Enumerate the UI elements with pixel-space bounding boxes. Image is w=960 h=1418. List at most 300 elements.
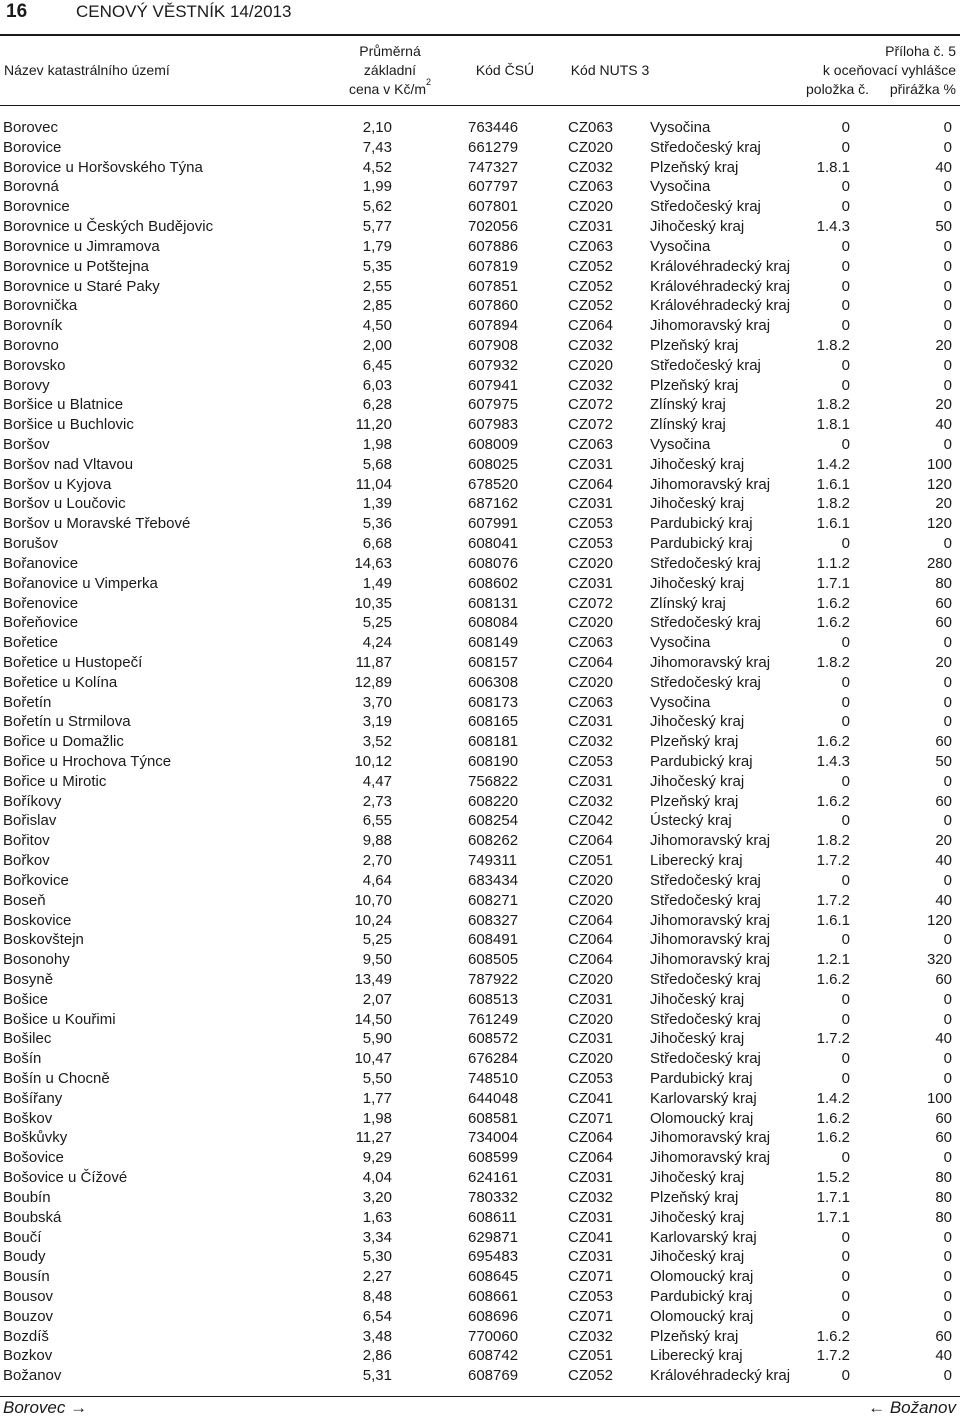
region-name: Jihočeský kraj — [650, 1248, 745, 1266]
item-number: 0 — [841, 1149, 850, 1167]
nuts-code: CZ064 — [568, 317, 614, 335]
csu-code: 608262 — [468, 832, 519, 850]
col-header-price-line3 — [320, 77, 460, 99]
nuts-code: CZ031 — [568, 455, 614, 473]
cadastral-name: Bošice u Kouřimi — [3, 1010, 116, 1028]
item-number: 0 — [841, 317, 850, 335]
col-header-item: položka č. — [806, 81, 870, 97]
cadastral-name: Bošířany — [3, 1089, 63, 1107]
table-row — [0, 435, 960, 455]
surcharge-percent: 0 — [943, 1228, 952, 1246]
csu-code: 608271 — [468, 891, 519, 909]
average-price: 1,98 — [362, 1109, 392, 1127]
region-name: Pardubický kraj — [650, 1287, 753, 1305]
surcharge-percent: 120 — [926, 911, 952, 929]
average-price: 4,04 — [362, 1169, 392, 1187]
average-price: 11,27 — [355, 1129, 392, 1147]
table-row — [0, 1228, 960, 1248]
cadastral-name: Borovnička — [3, 297, 78, 315]
table-row — [0, 1029, 960, 1049]
surcharge-percent: 60 — [935, 733, 952, 751]
csu-code: 608581 — [468, 1109, 519, 1127]
surcharge-percent: 80 — [935, 1208, 952, 1226]
average-price: 2,27 — [362, 1268, 392, 1286]
cadastral-name: Božanov — [3, 1367, 62, 1385]
item-number: 0 — [841, 1268, 850, 1286]
region-name: Plzeňský kraj — [650, 1188, 739, 1206]
region-name: Ústecký kraj — [650, 812, 732, 830]
nuts-code: CZ053 — [568, 515, 614, 533]
surcharge-percent: 40 — [935, 158, 952, 176]
csu-code: 608742 — [468, 1347, 519, 1365]
region-name: Zlínský kraj — [650, 396, 726, 414]
table-row — [0, 792, 960, 812]
region-name: Olomoucký kraj — [650, 1109, 754, 1127]
surcharge-percent: 0 — [943, 772, 952, 790]
surcharge-percent: 0 — [943, 1248, 952, 1266]
region-name: Jihomoravský kraj — [650, 951, 771, 969]
average-price: 10,12 — [354, 753, 392, 770]
item-number: 1.8.2 — [816, 495, 850, 513]
region-name: Olomoucký kraj — [650, 1307, 754, 1325]
col-header-price-line1: Průměrná — [359, 43, 421, 59]
surcharge-percent: 0 — [943, 634, 952, 652]
col-header-nuts: Kód NUTS 3 — [570, 62, 650, 78]
average-price: 5,31 — [362, 1367, 392, 1385]
surcharge-percent: 0 — [943, 317, 952, 335]
table-row — [0, 811, 960, 831]
surcharge-percent: 20 — [935, 653, 952, 671]
average-price: 5,25 — [362, 931, 392, 949]
cadastral-name: Borovice u Horšovského Týna — [3, 158, 203, 176]
region-name: Jihomoravský kraj — [650, 317, 771, 335]
table-row — [0, 1188, 960, 1208]
item-number: 0 — [841, 138, 850, 156]
item-number: 0 — [841, 535, 850, 553]
nuts-code: CZ031 — [568, 1248, 614, 1266]
table-row — [0, 712, 960, 732]
nuts-code: CZ031 — [568, 574, 614, 592]
nuts-code: CZ072 — [568, 396, 614, 414]
csu-code: 747327 — [468, 158, 519, 176]
surcharge-percent: 0 — [943, 436, 952, 453]
region-name: Olomoucký kraj — [650, 1268, 754, 1286]
column-header-rule — [0, 105, 960, 106]
csu-code: 608190 — [468, 753, 519, 770]
cadastral-name: Bořkovice — [3, 871, 69, 889]
item-number: 1.8.1 — [816, 416, 850, 434]
csu-code: 608696 — [468, 1307, 519, 1325]
cadastral-name: Borovno — [3, 336, 59, 354]
surcharge-percent: 80 — [935, 1169, 952, 1187]
item-number: 0 — [841, 257, 850, 275]
cadastral-name: Bošovice u Čížové — [3, 1169, 128, 1187]
item-number: 1.2.1 — [816, 951, 850, 969]
item-number: 1.8.2 — [816, 336, 850, 354]
surcharge-percent: 0 — [943, 277, 952, 295]
average-price: 6,28 — [362, 396, 392, 414]
csu-code: 608769 — [468, 1367, 519, 1385]
nuts-code: CZ020 — [568, 891, 614, 909]
csu-code: 608513 — [468, 990, 519, 1008]
csu-code: 608084 — [468, 614, 519, 632]
nuts-code: CZ072 — [568, 416, 614, 434]
average-price: 1,77 — [362, 1089, 392, 1107]
nuts-code: CZ052 — [568, 1367, 614, 1385]
nuts-code: CZ020 — [568, 871, 614, 889]
cadastral-name: Bořanovice u Vimperka — [3, 574, 158, 592]
item-number: 1.6.2 — [816, 1129, 850, 1147]
nuts-code: CZ031 — [568, 218, 614, 236]
table-row — [0, 138, 960, 158]
cadastral-name: Borovy — [3, 376, 50, 394]
cadastral-name: Bosyně — [3, 970, 54, 988]
table-row — [0, 1168, 960, 1188]
col-header-annex-line1: Příloha č. 5 — [885, 43, 956, 59]
cadastral-name: Bosonohy — [3, 951, 70, 969]
item-number: 1.6.2 — [816, 733, 850, 751]
average-price: 5,35 — [362, 257, 392, 275]
region-name: Jihočeský kraj — [650, 990, 745, 1008]
region-name: Plzeňský kraj — [650, 1327, 739, 1345]
item-number: 0 — [841, 1307, 850, 1325]
csu-code: 607941 — [468, 376, 519, 394]
nuts-code: CZ020 — [568, 673, 614, 691]
surcharge-percent: 0 — [943, 535, 952, 553]
surcharge-percent: 40 — [935, 891, 952, 909]
surcharge-percent: 0 — [943, 871, 952, 889]
item-number: 1.8.2 — [816, 396, 850, 414]
average-price: 14,50 — [354, 1010, 392, 1028]
item-number: 0 — [841, 1367, 850, 1385]
cadastral-name: Bořenovice — [3, 594, 79, 612]
col-header-price — [320, 42, 460, 99]
csu-code: 608572 — [468, 1030, 519, 1048]
region-name: Královéhradecký kraj — [650, 257, 791, 275]
region-name: Středočeský kraj — [650, 1050, 761, 1068]
nuts-code: CZ052 — [568, 277, 614, 295]
average-price: 1,63 — [362, 1208, 392, 1226]
nuts-code: CZ032 — [568, 733, 614, 751]
surcharge-percent: 120 — [926, 475, 952, 493]
surcharge-percent: 60 — [935, 1327, 952, 1345]
item-number: 1.7.2 — [816, 1030, 850, 1048]
table-row — [0, 1208, 960, 1228]
region-name: Středočeský kraj — [650, 554, 761, 572]
table-row — [0, 1128, 960, 1148]
csu-code: 761249 — [468, 1010, 519, 1028]
item-number: 1.6.1 — [816, 515, 850, 533]
average-price: 10,24 — [354, 911, 392, 929]
region-name: Vysočina — [650, 119, 711, 136]
region-name: Středočeský kraj — [650, 198, 761, 216]
average-price: 3,48 — [362, 1327, 392, 1345]
item-number: 0 — [841, 1228, 850, 1246]
table-row — [0, 197, 960, 217]
average-price: 3,70 — [362, 693, 392, 711]
cadastral-name: Bořitov — [3, 832, 50, 850]
surcharge-percent: 0 — [943, 257, 952, 275]
cadastral-name: Boubín — [3, 1188, 51, 1206]
csu-code: 607991 — [468, 515, 519, 533]
csu-code: 606308 — [468, 673, 519, 691]
surcharge-percent: 0 — [943, 1070, 952, 1087]
csu-code: 607851 — [468, 277, 519, 295]
table-row — [0, 871, 960, 891]
table-row — [0, 395, 960, 415]
nuts-code: CZ020 — [568, 1010, 614, 1028]
nuts-code: CZ032 — [568, 158, 614, 176]
average-price: 5,90 — [362, 1030, 392, 1048]
surcharge-percent: 0 — [943, 1149, 952, 1167]
nuts-code: CZ031 — [568, 1030, 614, 1048]
item-number: 0 — [841, 356, 850, 374]
csu-code: 748510 — [468, 1070, 519, 1087]
surcharge-percent: 60 — [935, 594, 952, 612]
footer-range-end: ← Božanov — [868, 1398, 956, 1417]
average-price: 3,34 — [362, 1228, 392, 1246]
surcharge-percent: 20 — [935, 396, 952, 414]
item-number: 1.7.1 — [816, 1188, 850, 1206]
average-price: 1,79 — [362, 237, 392, 255]
nuts-code: CZ020 — [568, 970, 614, 988]
csu-code: 780332 — [468, 1188, 519, 1206]
surcharge-percent: 20 — [935, 336, 952, 354]
csu-code: 607932 — [468, 356, 519, 374]
table-row — [0, 1247, 960, 1267]
nuts-code: CZ020 — [568, 1050, 614, 1068]
cadastral-name: Borovsko — [3, 356, 66, 374]
cadastral-name: Bořice u Mirotic — [3, 772, 107, 790]
region-name: Středočeský kraj — [650, 1010, 761, 1028]
nuts-code: CZ051 — [568, 1347, 614, 1365]
cadastral-name: Boškůvky — [3, 1129, 68, 1147]
nuts-code: CZ031 — [568, 1208, 614, 1226]
item-number: 1.7.2 — [816, 852, 850, 870]
average-price: 12,89 — [354, 673, 392, 691]
region-name: Středočeský kraj — [650, 673, 761, 691]
average-price: 9,88 — [362, 832, 392, 850]
surcharge-percent: 0 — [943, 119, 952, 136]
cadastral-name: Boskovštejn — [3, 931, 84, 949]
table-row — [0, 633, 960, 653]
surcharge-percent: 60 — [935, 1109, 952, 1127]
cadastral-name: Bozdíš — [3, 1327, 49, 1345]
csu-code: 608149 — [468, 634, 519, 652]
average-price: 4,47 — [362, 772, 392, 790]
item-number: 1.6.2 — [816, 1109, 850, 1127]
surcharge-percent: 280 — [926, 554, 952, 572]
region-name: Jihomoravský kraj — [650, 931, 771, 949]
table-row — [0, 891, 960, 911]
cadastral-name: Bořkov — [3, 852, 50, 870]
cadastral-name: Bořetice — [3, 634, 59, 652]
table-row — [0, 1287, 960, 1307]
col-header-price-unit: cena v Kč/m — [348, 81, 426, 97]
table-row — [0, 1010, 960, 1030]
page-header — [0, 0, 960, 28]
cadastral-name: Bořetice u Hustopečí — [3, 653, 143, 671]
cadastral-name: Boubská — [3, 1208, 62, 1226]
surcharge-percent: 40 — [935, 416, 952, 434]
nuts-code: CZ064 — [568, 1129, 614, 1147]
table-row — [0, 336, 960, 356]
region-name: Vysočina — [650, 237, 711, 255]
region-name: Pardubický kraj — [650, 1070, 753, 1087]
average-price: 5,50 — [362, 1070, 392, 1087]
surcharge-percent: 0 — [943, 376, 952, 394]
csu-code: 608157 — [468, 653, 519, 671]
table-row — [0, 475, 960, 495]
csu-code: 607908 — [468, 336, 519, 354]
region-name: Pardubický kraj — [650, 753, 753, 770]
average-price: 3,52 — [362, 733, 392, 751]
page-footer — [0, 1396, 960, 1418]
nuts-code: CZ071 — [568, 1307, 614, 1325]
cadastral-name: Boskovice — [3, 911, 72, 929]
average-price: 13,49 — [354, 970, 392, 988]
cadastral-name: Boršov u Moravské Třebové — [3, 515, 191, 533]
nuts-code: CZ053 — [568, 1287, 614, 1305]
region-name: Plzeňský kraj — [650, 336, 739, 354]
average-price: 5,36 — [362, 515, 392, 533]
cadastral-name: Bošilec — [3, 1030, 52, 1048]
average-price: 2,10 — [362, 119, 392, 136]
csu-code: 608611 — [468, 1208, 517, 1226]
nuts-code: CZ063 — [568, 436, 614, 453]
nuts-code: CZ063 — [568, 178, 614, 196]
item-number: 0 — [841, 436, 850, 453]
csu-code: 608181 — [468, 733, 519, 751]
table-row — [0, 653, 960, 673]
surcharge-percent: 0 — [943, 356, 952, 374]
nuts-code: CZ041 — [568, 1089, 614, 1107]
cadastral-name: Bořanovice — [3, 554, 79, 572]
average-price: 11,04 — [355, 475, 392, 493]
region-name: Jihočeský kraj — [650, 455, 745, 473]
nuts-code: CZ063 — [568, 237, 614, 255]
surcharge-percent: 0 — [943, 1287, 952, 1305]
csu-code: 661279 — [468, 138, 519, 156]
table-row — [0, 990, 960, 1010]
item-number: 1.7.1 — [816, 1208, 850, 1226]
nuts-code: CZ064 — [568, 951, 614, 969]
item-number: 1.6.1 — [816, 911, 850, 929]
nuts-code: CZ020 — [568, 198, 614, 216]
average-price: 10,70 — [354, 891, 392, 909]
nuts-code: CZ032 — [568, 336, 614, 354]
nuts-code: CZ053 — [568, 535, 614, 553]
cadastral-name: Borovnice — [3, 198, 70, 216]
csu-code: 607886 — [468, 237, 519, 255]
cadastral-table — [0, 118, 960, 1386]
region-name: Královéhradecký kraj — [650, 1367, 791, 1385]
average-price: 2,55 — [362, 277, 392, 295]
publication-title: CENOVÝ VĚSTNÍK 14/2013 — [76, 2, 292, 21]
region-name: Jihomoravský kraj — [650, 1129, 771, 1147]
region-name: Plzeňský kraj — [650, 376, 739, 394]
nuts-code: CZ020 — [568, 356, 614, 374]
cadastral-name: Boršov nad Vltavou — [3, 455, 134, 473]
csu-code: 607819 — [468, 257, 519, 275]
footer-range-start: Borovec → — [3, 1398, 88, 1417]
average-price: 5,77 — [362, 218, 392, 236]
table-row — [0, 217, 960, 237]
table-row — [0, 574, 960, 594]
surcharge-percent: 0 — [943, 1268, 952, 1286]
average-price: 11,20 — [355, 416, 392, 434]
table-row — [0, 1366, 960, 1386]
table-row — [0, 376, 960, 396]
item-number: 0 — [841, 198, 850, 216]
nuts-code: CZ042 — [568, 812, 614, 830]
table-row — [0, 1327, 960, 1347]
header-rule — [0, 34, 960, 36]
surcharge-percent: 0 — [943, 297, 952, 315]
csu-code: 608645 — [468, 1268, 519, 1286]
nuts-code: CZ063 — [568, 634, 614, 652]
average-price: 1,98 — [362, 436, 392, 453]
item-number: 0 — [841, 871, 850, 889]
csu-code: 608254 — [468, 812, 519, 830]
average-price: 14,63 — [354, 554, 392, 572]
item-number: 1.6.2 — [816, 970, 850, 988]
cadastral-name: Bouzov — [3, 1307, 54, 1325]
item-number: 1.4.2 — [816, 1089, 850, 1107]
item-number: 0 — [841, 119, 850, 136]
col-header-pct: přirážka % — [889, 81, 956, 97]
cadastral-name: Bousov — [3, 1287, 54, 1305]
region-name: Středočeský kraj — [650, 138, 761, 156]
region-name: Jihomoravský kraj — [650, 832, 771, 850]
region-name: Středočeský kraj — [650, 871, 761, 889]
cadastral-name: Boršov — [3, 436, 50, 453]
nuts-code: CZ053 — [568, 1070, 614, 1087]
average-price: 8,48 — [362, 1287, 392, 1305]
csu-code: 608076 — [468, 554, 519, 572]
surcharge-percent: 0 — [943, 812, 952, 830]
surcharge-percent: 120 — [926, 515, 952, 533]
surcharge-percent: 0 — [943, 138, 952, 156]
table-row — [0, 494, 960, 514]
item-number: 1.7.2 — [816, 1347, 850, 1365]
col-header-price-sup: 2 — [426, 77, 432, 88]
surcharge-percent: 0 — [943, 1367, 952, 1385]
csu-code: 608599 — [468, 1149, 519, 1167]
item-number: 0 — [841, 1287, 850, 1305]
cadastral-name: Bousín — [3, 1268, 50, 1286]
nuts-code: CZ020 — [568, 554, 614, 572]
col-header-price-line2: základní — [363, 62, 417, 78]
csu-code: 678520 — [468, 475, 519, 493]
average-price: 4,52 — [362, 158, 392, 176]
csu-code: 607983 — [468, 416, 519, 434]
csu-code: 702056 — [468, 218, 519, 236]
table-row — [0, 237, 960, 257]
item-number: 1.7.1 — [816, 574, 850, 592]
csu-code: 734004 — [468, 1129, 519, 1147]
region-name: Vysočina — [650, 693, 711, 711]
average-price: 5,30 — [362, 1248, 392, 1266]
cadastral-name: Borovec — [3, 119, 59, 136]
item-number: 1.6.2 — [816, 594, 850, 612]
cadastral-name: Boučí — [3, 1228, 42, 1246]
item-number: 0 — [841, 237, 850, 255]
table-row — [0, 356, 960, 376]
surcharge-percent: 60 — [935, 970, 952, 988]
average-price: 6,55 — [362, 812, 392, 830]
csu-code: 695483 — [468, 1248, 519, 1266]
